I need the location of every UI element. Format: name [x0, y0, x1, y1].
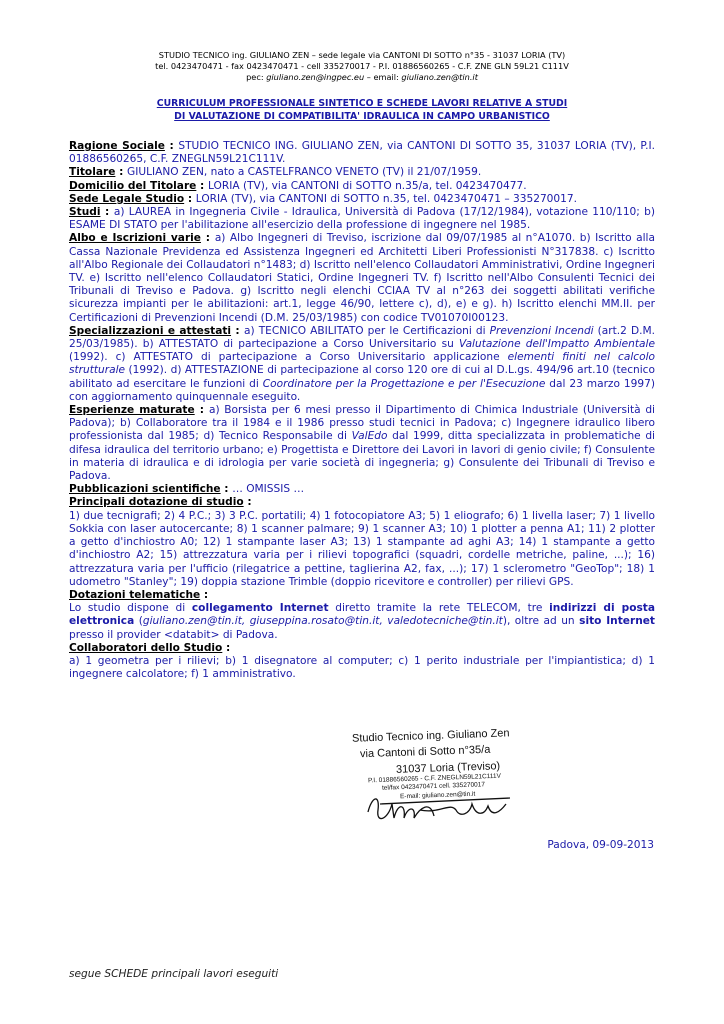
section-telematiche-text	[69, 602, 655, 642]
colon: :	[200, 232, 215, 245]
text-run: a) TECNICO ABILITATO per le Certificazioni di	[244, 324, 490, 337]
section-text: a) 1 geometra per i rilievi; b) 1 disegnatore al computer; c) 1 perito industriale per l'impiantistica; d) 1 ingegnere calcolatore; f) 1 amministrativo.	[69, 654, 655, 681]
text-run: ), oltre ad un	[502, 615, 580, 628]
colon: :	[194, 404, 209, 417]
text-run: a) Borsista per 6 mesi presso il Dipartimento di Chimica Industriale (Università di Padova); b) Collaboratore tra il 1984 e il 1986 presso studi tecnici in Padova; c) Ingegnere idraulico libero professionista dal 1985; d) Tecnico Responsabile di	[69, 404, 655, 443]
section-titolare	[69, 166, 655, 179]
section-text: … OMISSIS …	[232, 483, 305, 496]
section-text: 1) due tecnigrafi; 2) 4 P.C.; 3) 3 P.C. portatili; 4) 1 fotocopiatore A3; 5) 1 eliografo; 6) 1 livella laser; 7) 1 livello Sokkia con laser autocercante; 8) 1 scanner palmare; 9) 1 scanner A3; 10) 1 plotter a penna A1; 11) 2 plotter a getto d'inchiostro A0; 12) 1 stampante laser A3; 13) 1 stampante ad aghi A3; 14) 1 stampante a getto d'inchiostro A2; 15) attrezzatura varia per i rilievi topografici (squadri, cordelle metriche, paline, ...); 16) attrezzatura varia per l'ufficio (rilegatrice a pettine, taglierina A2, fax, ...); 17) 1 sclerometro "GeoTop"; 18) 1 udometro "Stanley"; 19) doppia stazione Trimble (doppio ricevitore e controller) per rilievi GPS.	[69, 509, 655, 588]
text-run: Lo studio dispone di	[69, 602, 192, 615]
section-pubblicazioni	[69, 483, 655, 496]
section-sede-legale	[69, 193, 655, 206]
email-list[interactable]: giuliano.zen@tin.it, giuseppina.rosato@tin.it, valedotecniche@tin.it	[142, 615, 503, 628]
section-label: Collaboratori dello Studio	[69, 641, 223, 654]
section-dotazione	[69, 496, 655, 509]
letterhead-line-1: STUDIO TECNICO ing. GIULIANO ZEN – sede legale via CANTONI DI SOTTO n°35 - 31037 LORIA (TV)	[158, 50, 566, 60]
text-run: dal 1999, ditta specializzata in problematiche di difesa idraulica del territorio urbano; e) Progettista e Direttore dei Lavori in lavori di genio civile; f) Consulente in materia di idraulica e di idrologia per varie società di ingegneria; g) Consulente dei Tribunali di Treviso e Padova.	[69, 430, 656, 483]
section-albo	[69, 232, 655, 324]
section-domicilio	[69, 180, 655, 193]
stamp-line-5: tel/fax 0423470471 cell. 335270017	[381, 781, 486, 792]
colon: :	[220, 483, 233, 496]
section-collaboratori	[69, 642, 655, 655]
colon: :	[164, 140, 179, 152]
section-label: Domicilio del Titolare	[69, 179, 197, 192]
section-studi	[69, 206, 655, 232]
bold-run: collegamento Internet	[191, 602, 329, 615]
text-run: (	[134, 615, 143, 628]
title-line-2: DI VALUTAZIONE DI COMPATIBILITA' IDRAULICA IN CAMPO URBANISTICO	[174, 111, 550, 122]
place-date: Padova, 09-09-2013	[547, 839, 654, 851]
document-title	[0, 97, 724, 123]
section-label: Ragione Sociale	[69, 140, 165, 152]
text-run: dal 23 marzo 1997) con aggiornamento quinquennale eseguito.	[69, 377, 655, 403]
colon: :	[184, 192, 196, 205]
section-label: Principali dotazione di studio	[69, 496, 244, 509]
handwritten-signature	[360, 790, 530, 830]
stamp-line-2: via Cantoni di Sotto n°35/a	[359, 743, 491, 761]
text-run: (1992). d) ATTESTAZIONE di partecipazione al corso 120 ore di cui al D.L.gs. 494/96 art.10 (tecnico abilitato ad esercitare le funzioni di	[69, 364, 655, 390]
colon: :	[100, 206, 114, 219]
footer-note: segue SCHEDE principali lavori eseguiti	[69, 968, 279, 980]
colon: :	[243, 496, 252, 509]
stamp-line-3: 31037 Loria (Treviso)	[395, 760, 501, 776]
stamp-line-1: Studio Tecnico ing. Giuliano Zen	[351, 727, 510, 745]
colon: :	[115, 166, 128, 179]
section-text: LORIA (TV), via CANTONI di SOTTO n.35, tel. 0423470471 – 335270017.	[195, 192, 578, 205]
letterhead-line-3	[0, 72, 724, 83]
section-ragione-sociale	[69, 140, 655, 166]
pec-address[interactable]: giuliano.zen@ingpec.eu	[266, 72, 365, 82]
italic-run: Coordinatore per la Progettazione e per l'Esecuzione	[262, 377, 546, 390]
text-run: (art.2 D.M. 25/03/1985). b) ATTESTATO di partecipazione a Corso Universitario su	[69, 324, 655, 351]
letterhead-line-2: tel. 0423470471 - fax 0423470471 - cell 335270017 - P.I. 01886560265 - C.F. ZNE GLN 59L21 C111V	[155, 61, 569, 71]
section-specializzazioni	[69, 325, 655, 404]
section-text: LORIA (TV), via CANTONI di SOTTO n.35/a, tel. 0423470477.	[207, 179, 527, 192]
letterhead	[0, 50, 724, 83]
section-label: Albo e Iscrizioni varie	[69, 232, 201, 245]
stamp-line-6: E-mail: giuliano.zen@tin.it	[399, 790, 476, 801]
text-run: diretto tramite la rete TELECOM, tre	[328, 602, 550, 615]
curriculum-body	[69, 140, 655, 681]
section-telematiche	[69, 589, 655, 602]
colon: :	[231, 324, 245, 337]
title-line-1: CURRICULUM PROFESSIONALE SINTETICO E SCHEDE LAVORI RELATIVE A STUDI	[156, 98, 568, 109]
section-esperienze	[69, 404, 655, 483]
section-label: Dotazioni telematiche	[69, 588, 201, 601]
section-text: GIULIANO ZEN, nato a CASTELFRANCO VENETO (TV) il 21/07/1959.	[127, 166, 482, 179]
italic-run: ValEdo	[351, 430, 388, 443]
section-text: a) LAUREA in Ingegneria Civile - Idraulica, Università di Padova (17/12/1984), votazione 110/110; b) ESAME DI STATO per l'abilitazione all'esercizio della professione di ingegnere nel 1985.	[69, 206, 655, 232]
section-text: STUDIO TECNICO ING. GIULIANO ZEN, via CANTONI DI SOTTO 35, 31037 LORIA (TV), P.I. 01886560265, C.F. ZNEGLN59L21C111V.	[69, 140, 655, 166]
italic-run: Prevenzioni Incendi	[489, 324, 594, 337]
italic-run: elementi finiti nel calcolo strutturale	[69, 351, 655, 377]
text-run: (1992). c) ATTESTATO di partecipazione a Corso Universitario applicazione	[69, 351, 508, 364]
section-label: Titolare	[69, 166, 116, 179]
section-label: Esperienze maturate	[69, 404, 195, 417]
bold-run: indirizzi di posta elettronica	[69, 602, 655, 628]
pec-label: pec:	[246, 72, 267, 82]
colon: :	[200, 588, 209, 601]
text-run: presso il provider <databit> di Padova.	[69, 628, 278, 641]
email-label: – email:	[364, 72, 402, 82]
colon: :	[196, 179, 208, 192]
email-address[interactable]: giuliano.zen@tin.it	[401, 72, 478, 82]
section-label: Pubblicazioni scientifiche	[69, 483, 221, 496]
section-label: Studi	[69, 206, 101, 219]
italic-run: Valutazione dell'Impatto Ambientale	[459, 338, 655, 351]
section-label: Specializzazioni e attestati	[69, 324, 232, 337]
colon: :	[222, 641, 231, 654]
section-text: a) Albo Ingegneri di Treviso, iscrizione dal 09/07/1985 al n°A1070. b) Iscritto alla Cassa Nazionale Previdenza ed Assistenza Ingegneri ed Architetti Liberi Professionisti N°317838. c) Iscritto all'Albo Regionale dei Collaudatori n°1483; d) Iscritto nell'elenco Collaudatori Amministrativi, Ordine Ingegneri TV. e) Iscritto nell'elenco Collaudatori Statici, Ordine Ingegneri TV. f) Iscritto nell'Albo Consulenti Tecnici dei Tribunali di Treviso e Padova. g) Iscritto negli elenchi CCIAA TV al n°263 dei soggetti abilitati verifiche sicurezza impianti per le abilitazioni: art.1, legge 46/90, lettere c), d), e) e g). h) Iscritto elenchi MM.II. per Certificazioni di Prevenzioni Incendi (D.M. 25/03/1985) con codice TV01070I00123.	[69, 232, 655, 324]
bold-run: sito Internet	[579, 615, 655, 628]
section-label: Sede Legale Studio	[69, 192, 185, 205]
stamp-line-4: P.I. 01886560265 - C.F. ZNEGLN59L21C111V	[367, 772, 502, 785]
